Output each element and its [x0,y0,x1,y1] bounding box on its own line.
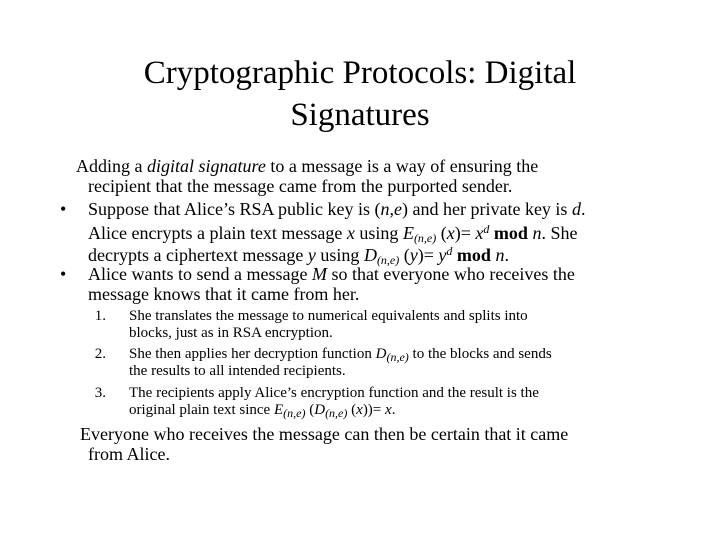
bullet-marker-2: • [60,264,67,284]
step-number-3: 3. [94,385,106,401]
step3-line-1: The recipients apply Alice’s encryption function and the result is the [129,385,539,401]
slide-title [0,52,720,136]
bullet-marker-1: • [60,199,67,219]
bullet1-line-3: decrypts a ciphertext message y using $D_{(n,e)}$ $(y)= y^d$ mod n. [88,244,509,267]
step2-line-2: the results to all intended recipients. [129,363,346,379]
title-line-2: Signatures [290,97,430,133]
closing-line-2: from Alice. [88,444,170,464]
bullet2-line-1: Alice wants to send a message M so that everyone who receives the [88,264,575,284]
title-line-1: Cryptographic Protocols: Digital [143,55,577,91]
step1-line-2: blocks, just as in RSA encryption. [129,325,333,341]
step3-line-2: original plain text since $E_{(n,e)}$ ($D_{(n,e)}$ (x))= x. [129,402,396,420]
intro-line-1: Adding a digital signature to a message is a way of ensuring the [76,156,539,176]
step-number-1: 1. [94,308,106,324]
bullet2-line-2: message knows that it came from her. [88,284,360,304]
bullet1-line-1: Suppose that Alice’s RSA public key is (n,e) and her private key is d. [88,199,586,219]
bullet1-line-2: Alice encrypts a plain text message x using $E_{(n,e)}$ $(x)= x^d$ mod n. She [88,222,578,245]
intro-emphasis: digital signature [147,156,266,176]
closing-line-1: Everyone who receives the message can then be certain that it came [80,424,569,444]
step2-line-1: She then applies her decryption function $D_{(n,e)}$ to the blocks and sends [129,346,552,364]
step1-line-1: She translates the message to numerical equivalents and splits into [129,308,528,324]
step-number-2: 2. [94,346,106,362]
intro-line-2: recipient that the message came from the purported sender. [88,176,513,196]
